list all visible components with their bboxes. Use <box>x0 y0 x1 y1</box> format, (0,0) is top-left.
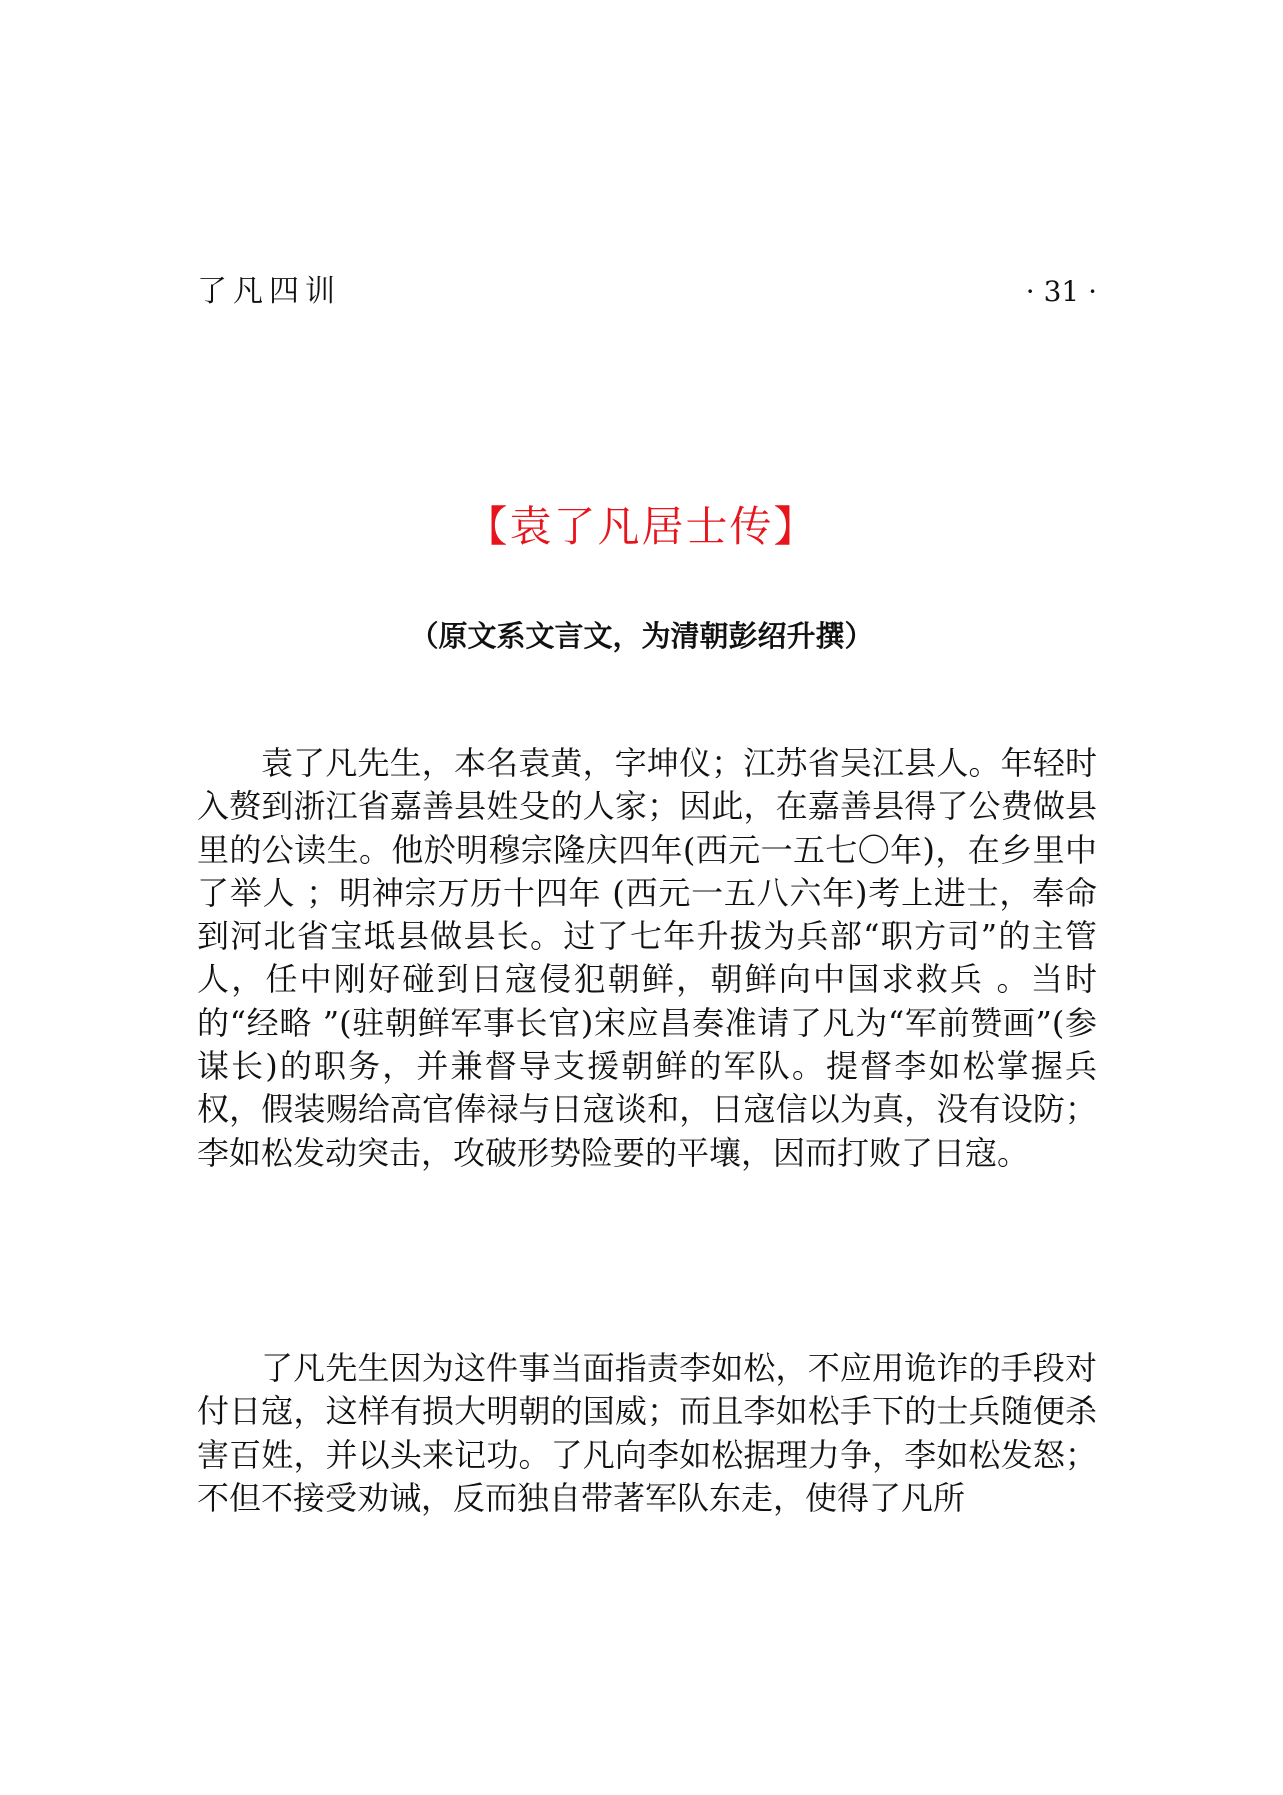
body-paragraph-1: 袁了凡先生，本名袁黄，字坤仪；江苏省吴江县人。年轻时入赘到浙江省嘉善县姓殳的人家；因此，在嘉善县得了公费做县里的公读生。他於明穆宗隆庆四年(西元一五七〇年)，在乡里中了举人 ；明神宗万历十四年 (西元一五八六年)考上进士，奉命到河北省宝坻县做县长。过了七年升拔为兵部“职方司”的主管人，任中刚好碰到日寇侵犯朝鲜，朝鲜向中国求救兵 。当时的“经略 ”(驻朝鲜军事长官)宋应昌奏准请了凡为“军前赞画”(参谋长)的职务，并兼督导支援朝鲜的军队。提督李如松掌握兵权，假装赐给高官俸禄与日寇谈和，日寇信以为真，没有设防；李如松发动突击，攻破形势险要的平壤，因而打败了日寇。 <box>197 744 1097 1172</box>
page-number: · 31 · <box>1025 275 1097 308</box>
chapter-title: 【袁了凡居士传】 <box>465 502 818 551</box>
running-header <box>197 270 1097 314</box>
chapter-subtitle: （原文系文言文，为清朝彭绍升撰） <box>409 619 874 653</box>
book-title: 了凡四训 <box>197 274 341 309</box>
body-paragraph-2: 了凡先生因为这件事当面指责李如松，不应用诡诈的手段对付日寇，这样有损大明朝的国威；而且李如松手下的士兵随便杀害百姓，并以头来记功。了凡向李如松据理力争，李如松发怒；不但不接受劝诫，反而独自带著军队东走，使得了凡所 <box>197 1349 1097 1517</box>
